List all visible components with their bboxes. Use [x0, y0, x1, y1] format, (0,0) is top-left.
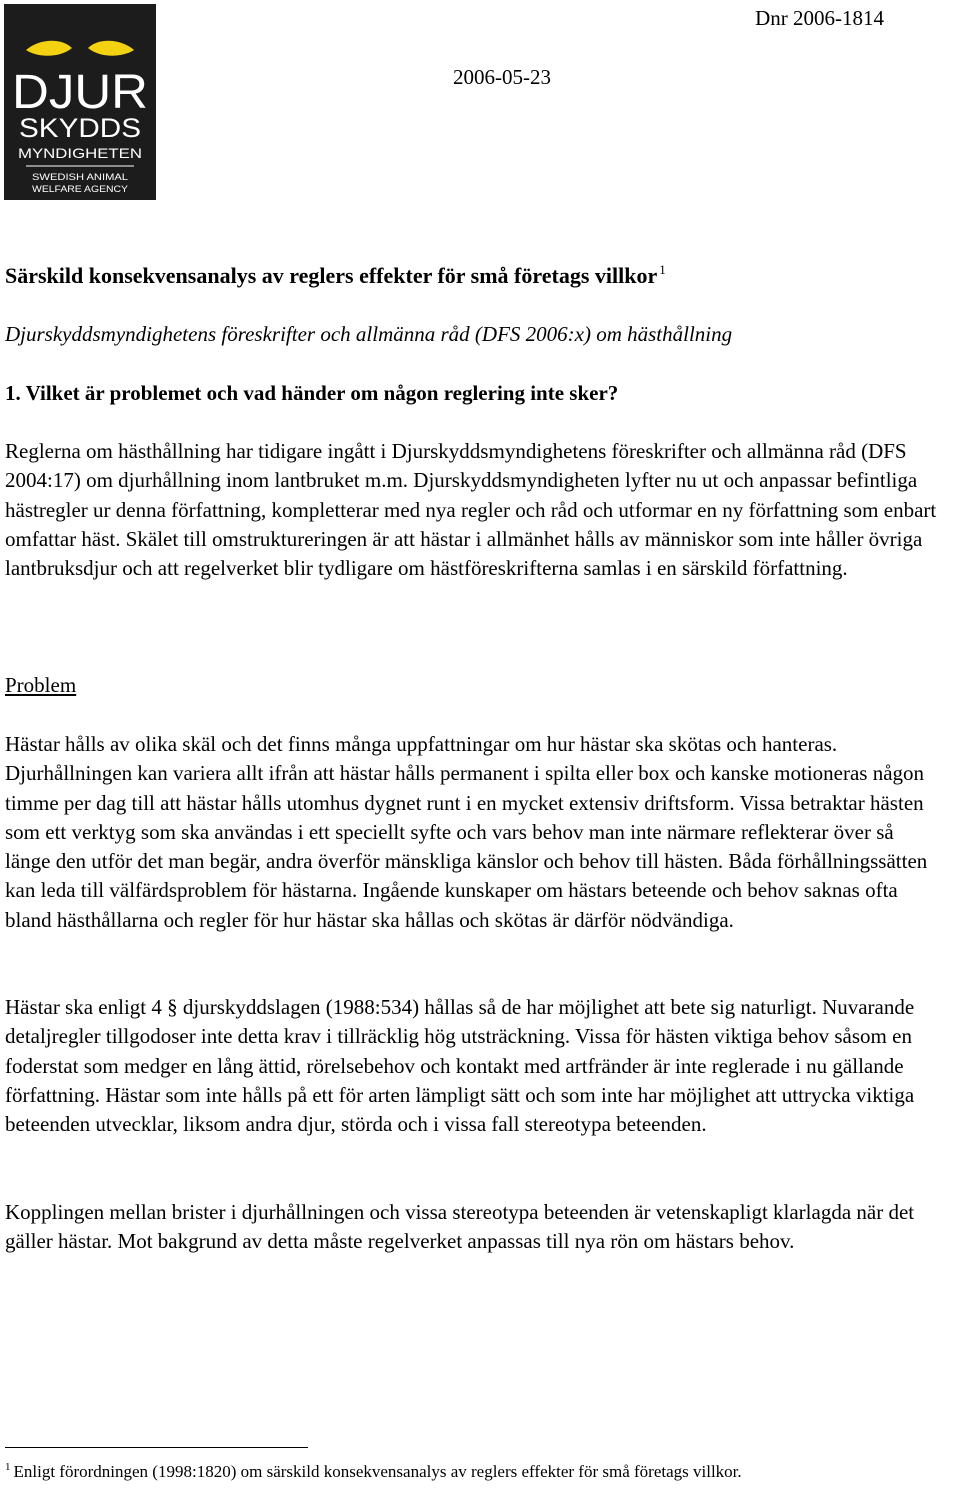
paragraph-background: Reglerna om hästhållning har tidigare ingått i Djurskyddsmyndighetens föreskrifter och allmänna råd (DFS 2004:17) om djurhållning inom lantbruket m.m. Djurskyddsmyndigheten lyfter nu ut och anpassar befintliga hästregler ur denna författning, kompletterar med nya regler och råd och utformar en ny författning som enbart omfattar häst. Skälet till omstruktureringen är att hästar i allmänhet hålls av människor som inte håller övriga lantbruksdjur och att regelverket blir tydligare om hästföreskrifterna samlas i en särskild författning.	[5, 439, 937, 581]
footnote-divider	[5, 1447, 308, 1448]
agency-logo	[4, 4, 156, 200]
logo-eye-right	[88, 41, 134, 56]
document-title	[5, 262, 940, 289]
logo-text-myndigheten: MYNDIGHETEN	[18, 145, 142, 161]
logo-text-swedish-animal: SWEDISH ANIMAL	[32, 172, 128, 182]
problem-heading: Problem	[5, 673, 77, 697]
paragraph-legislation: Hästar ska enligt 4 § djurskyddslagen (1988:534) hållas så de har möjlighet att bete sig naturligt. Nuvarande detaljregler tillgodoser inte detta krav i tillräcklig hög utsträckning. Vissa för hästen viktiga behov såsom en foderstat som medger en lång ättid, rörelsebehov och kontakt med artfränder är inte reglerade i nu gällande författning. Hästar som inte hålls på ett för arten lämpligt sätt och som inte har möjlighet att uttrycka viktiga beteenden utvecklar, liksom andra djur, störda och i vissa fall stereotypa beteenden.	[5, 995, 915, 1137]
logo-text-djur: DJUR	[12, 66, 148, 119]
section-heading: 1. Vilket är problemet och vad händer om någon reglering inte sker?	[5, 381, 619, 405]
footnote-reference: 1	[659, 262, 666, 277]
document-subtitle: Djurskyddsmyndighetens föreskrifter och allmänna råd (DFS 2006:x) om hästhållning	[5, 322, 733, 346]
document-title-text: Särskild konsekvensanalys av reglers effekter för små företags villkor	[5, 263, 658, 288]
footnote	[5, 1461, 742, 1482]
logo-text-welfare-agency: WELFARE AGENCY	[32, 184, 128, 194]
footnote-text: Enligt förordningen (1998:1820) om särskild konsekvensanalys av reglers effekter för små företags villkor.	[13, 1462, 742, 1481]
paragraph-problem: Hästar hålls av olika skäl och det finns många uppfattningar om hur hästar ska skötas och hanteras. Djurhållningen kan variera allt ifrån att hästar hålls permanent i spilta eller box och kanske motioneras någon timme per dag till att hästar hålls utomhus dygnet runt i en mycket extensiv driftsform. Vissa betraktar hästen som ett verktyg som ska användas i ett speciellt syfte och vars behov man inte närmare reflekterar över så länge den utför det man begär, andra överför mänskliga känslor och behov till hästen. Båda förhållningssätten kan leda till välfärdsproblem för hästarna. Ingående kunskaper om hästars beteende och behov saknas ofta bland hästhållarna och regler för hur hästar ska hållas och skötas är därför nödvändiga.	[5, 732, 928, 932]
logo-text-skydds: SKYDDS	[19, 113, 141, 143]
logo-eye-left	[26, 41, 72, 56]
document-number: Dnr 2006-1814	[755, 6, 884, 30]
footnote-number: 1	[5, 1461, 11, 1473]
paragraph-conclusion: Kopplingen mellan brister i djurhållningen och vissa stereotypa beteenden är vetenskapligt klarlagda när det gäller hästar. Mot bakgrund av detta måste regelverket anpassas till nya rön om hästars behov.	[5, 1200, 915, 1254]
logo-graphic	[4, 4, 156, 200]
document-date: 2006-05-23	[453, 65, 551, 89]
